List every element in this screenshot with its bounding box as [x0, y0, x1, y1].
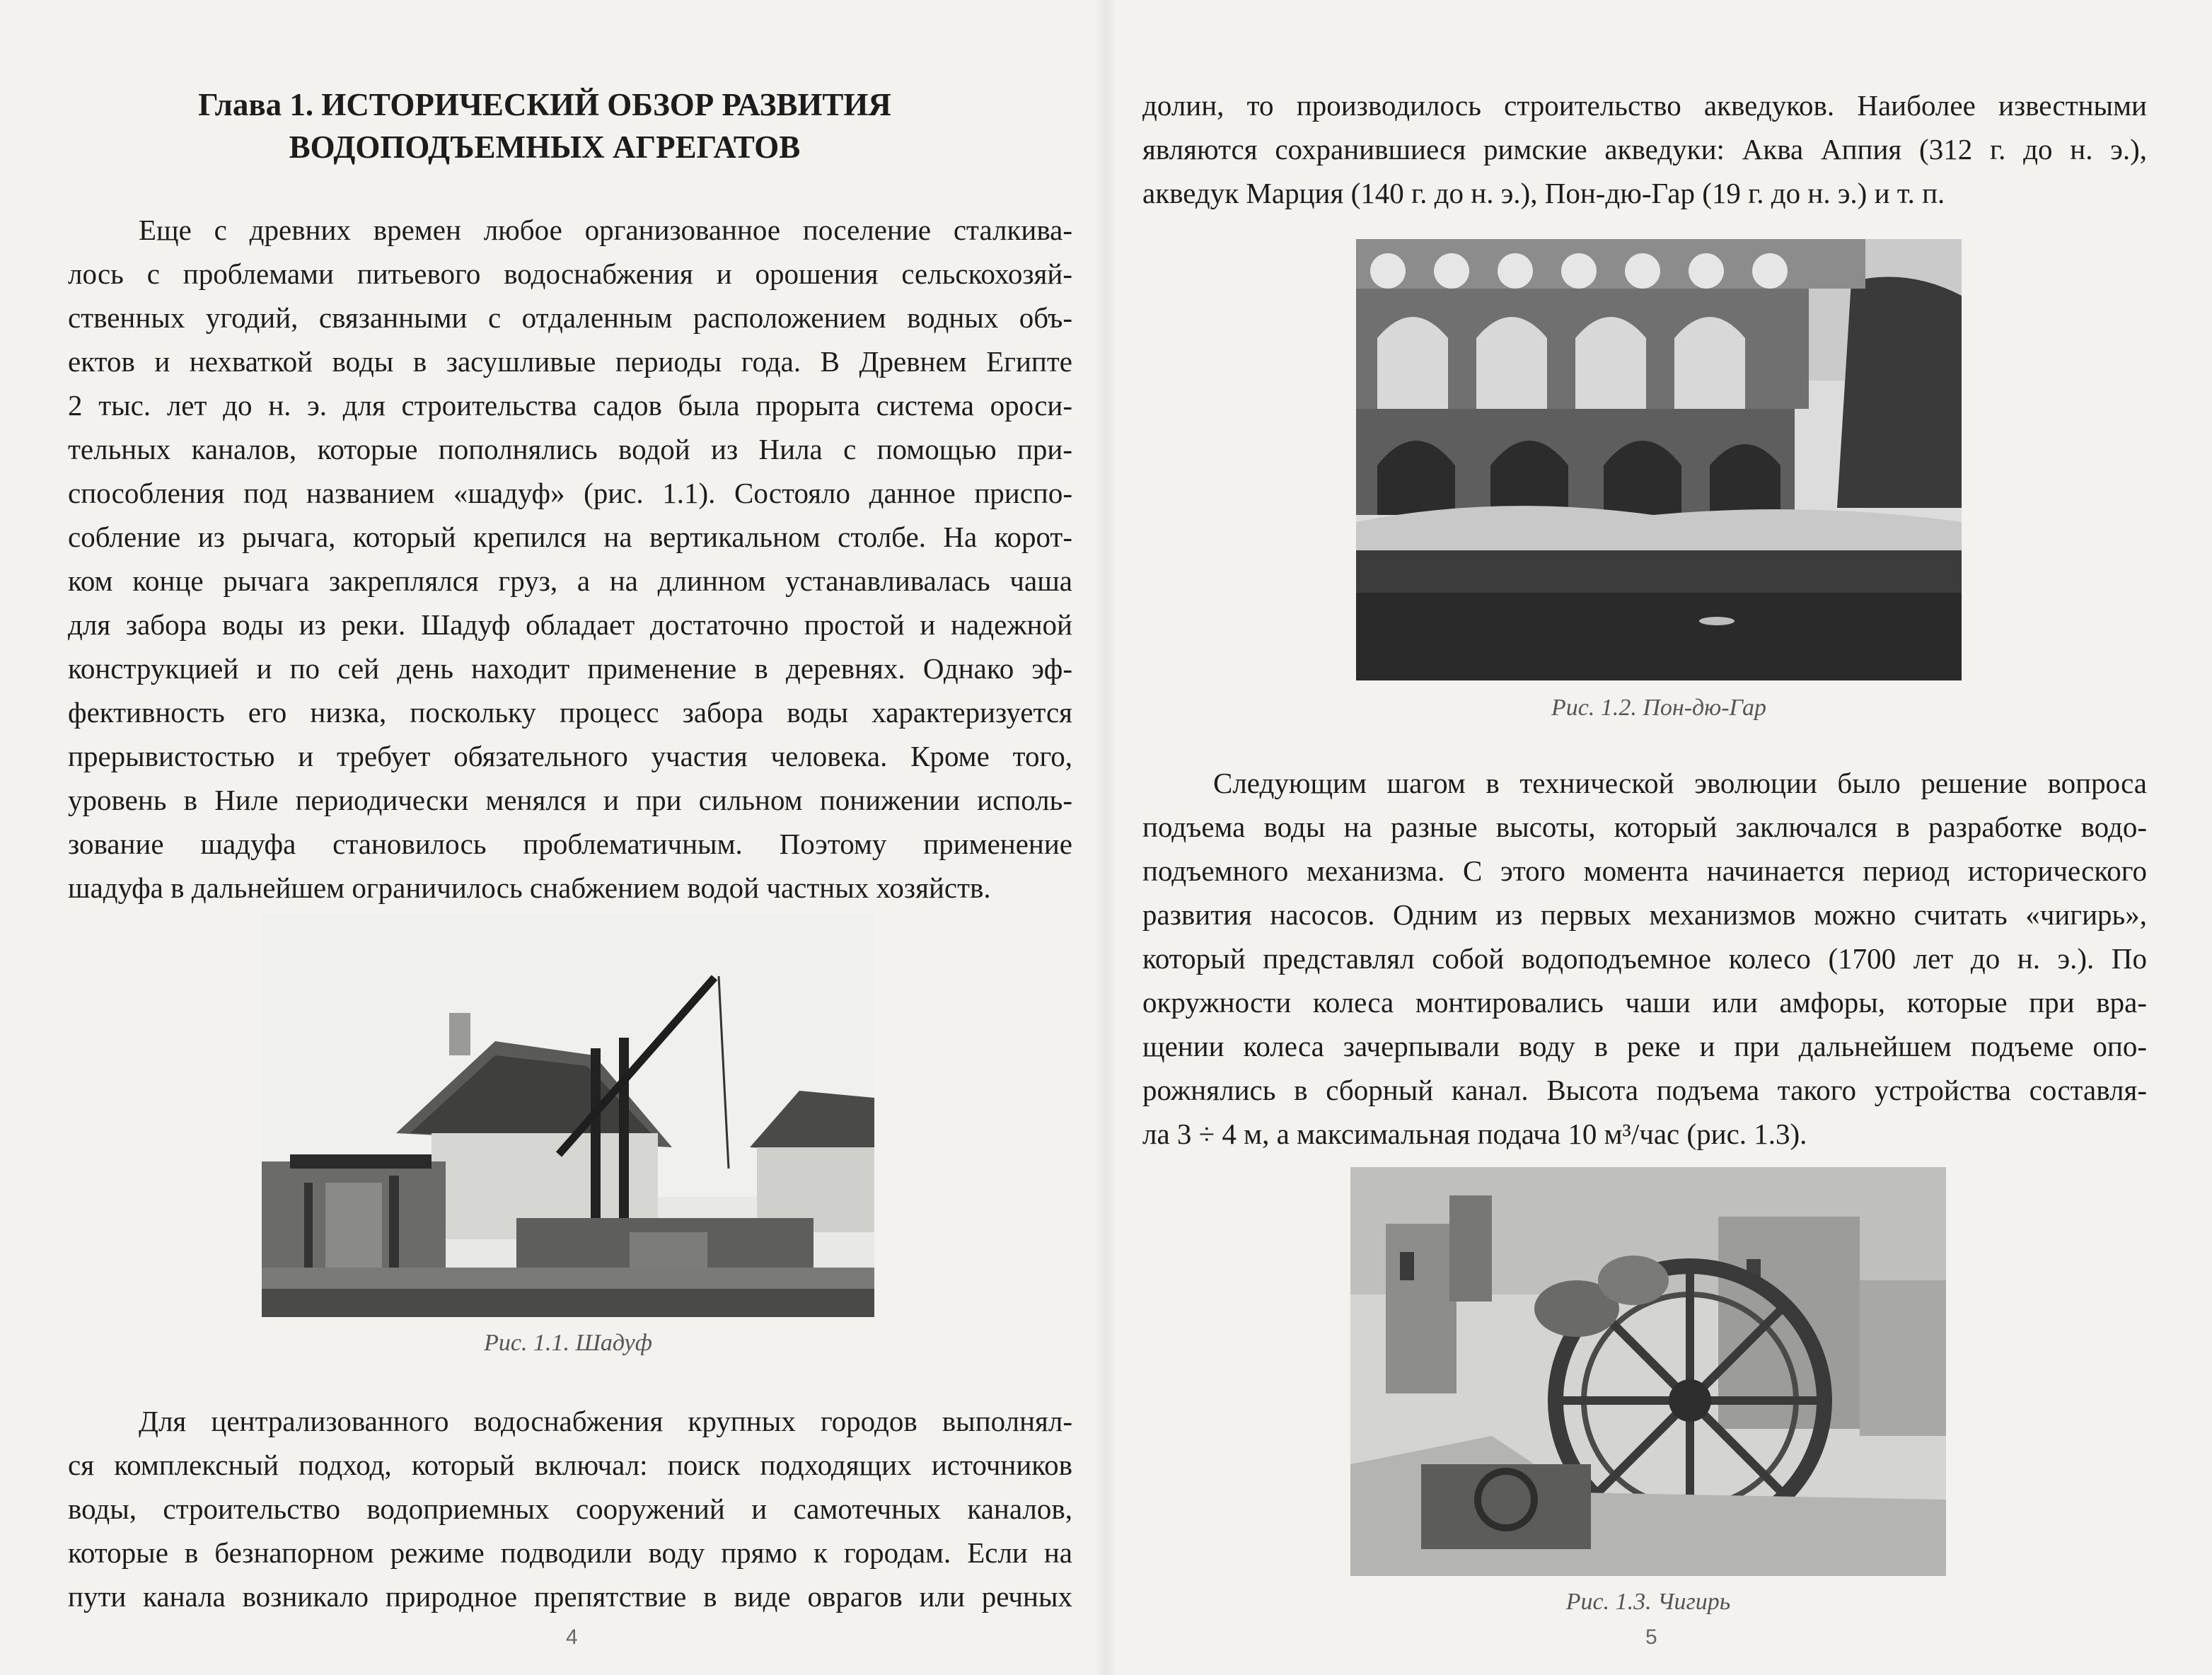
text-line: 2 тыс. лет до н. э. для строительства садов была прорыта система ороси- — [68, 389, 1072, 422]
figure-chigir-photo — [1350, 1167, 1946, 1576]
chigir-photo-image — [1350, 1167, 1946, 1576]
text-line: лось с проблемами питьевого водоснабжения и орошения сельскохозяй- — [68, 257, 1072, 290]
left-paragraph-2 — [68, 1399, 1072, 1618]
figure1-caption: Рис. 1.1. Шадуф — [484, 1330, 652, 1356]
text-line: ственных угодий, связанными с отдаленным расположением водных объ- — [68, 301, 1072, 334]
text-line: ла 3 ÷ 4 м, а максимальная подача 10 м³/час (рис. 1.3). — [1142, 1118, 1807, 1150]
page-number-left: 4 — [566, 1625, 578, 1649]
figure2-caption: Рис. 1.2. Пон-дю-Гар — [1551, 695, 1767, 721]
text-line: рожнялись в сборный канал. Высота подъема такого устройства составля- — [1142, 1074, 2147, 1106]
text-line: Следующим шагом в технической эволюции было решение вопроса — [1213, 767, 2147, 799]
chapter-title-line-1: Глава 1. ИСТОРИЧЕСКИЙ ОБЗОР РАЗВИТИЯ — [198, 87, 891, 122]
text-line: шадуфа в дальнейшем ограничилось снабжением водой частных хозяйств. — [68, 871, 991, 904]
text-line: тельных каналов, которые пополнялись водой из Нила с помощью при- — [68, 433, 1072, 465]
text-line: являются сохранившиеся римские акведуки: Аква Аппия (312 г. до н. э.), — [1142, 133, 2147, 166]
text-line: ся комплексный подход, который включал: поиск подходящих источников — [68, 1449, 1072, 1481]
figure-shaduf-photo — [262, 914, 874, 1317]
text-line: окружности колеса монтировались чаши или амфоры, которые при вра- — [1142, 986, 2147, 1019]
text-line: долин, то производилось строительство акведуков. Наиболее известными — [1142, 89, 2147, 122]
text-line: способления под названием «шадуф» (рис. 1.1). Состояло данное приспо- — [68, 477, 1072, 509]
page-number-right: 5 — [1645, 1625, 1657, 1649]
right-page — [1106, 0, 2212, 1675]
pont-du-gard-photo-image — [1356, 239, 1962, 680]
chapter-title-line-2: ВОДОПОДЪЕМНЫХ АГРЕГАТОВ — [289, 129, 801, 165]
text-line: подъема воды на разные высоты, который заключался в разработке водо- — [1142, 811, 2147, 843]
figure3-caption: Рис. 1.3. Чигирь — [1565, 1589, 1731, 1615]
right-paragraph-1 — [1142, 83, 2147, 215]
text-line: зование шадуфа становилось проблематичным. Поэтому применение — [68, 828, 1072, 860]
text-line: ектов и нехваткой воды в засушливые периоды года. В Древнем Египте — [68, 345, 1072, 378]
text-line: развития насосов. Одним из первых механизмов можно считать «чигирь», — [1142, 898, 2147, 931]
text-line: пути канала возникало природное препятствие в виде оврагов или речных — [68, 1580, 1072, 1613]
left-paragraph-1 — [68, 208, 1072, 910]
text-line: собление из рычага, который крепился на вертикальном столбе. На корот- — [68, 521, 1072, 553]
right-paragraph-2 — [1142, 761, 2147, 1156]
text-line: уровень в Ниле периодически менялся и при сильном понижении исполь- — [68, 784, 1072, 816]
text-line: Для централизованного водоснабжения крупных городов выполнял- — [139, 1405, 1072, 1437]
text-line: ком конце рычага закреплялся груз, а на длинном устанавливалась чаша — [68, 564, 1072, 597]
text-line: фективность его низка, поскольку процесс забора воды характеризуется — [68, 696, 1072, 729]
text-line: для забора воды из реки. Шадуф обладает достаточно простой и надежной — [68, 608, 1072, 641]
figure-pont-du-gard-photo — [1356, 239, 1962, 680]
text-line: акведук Марция (140 г. до н. э.), Пон-дю-Гар (19 г. до н. э.) и т. п. — [1142, 177, 1945, 209]
text-line: конструкцией и по сей день находит применение в деревнях. Однако эф- — [68, 652, 1072, 685]
chapter-title — [170, 83, 920, 168]
text-line: которые в безнапорном режиме подводили воду прямо к городам. Если на — [68, 1536, 1072, 1569]
shaduf-photo-image — [262, 914, 874, 1317]
text-line: воды, строительство водоприемных сооружений и самотечных каналов, — [68, 1493, 1072, 1525]
text-line: щении колеса зачерпывали воду в реке и при дальнейшем подъеме опо- — [1142, 1030, 2147, 1062]
text-line: который представлял собой водоподъемное колесо (1700 лет до н. э.). По — [1142, 942, 2147, 975]
text-line: прерывистостью и требует обязательного участия человека. Кроме того, — [68, 740, 1072, 772]
text-line: подъемного механизма. С этого момента начинается период исторического — [1142, 854, 2147, 887]
text-line: Еще с древних времен любое организованное поселение сталкива- — [139, 214, 1072, 246]
